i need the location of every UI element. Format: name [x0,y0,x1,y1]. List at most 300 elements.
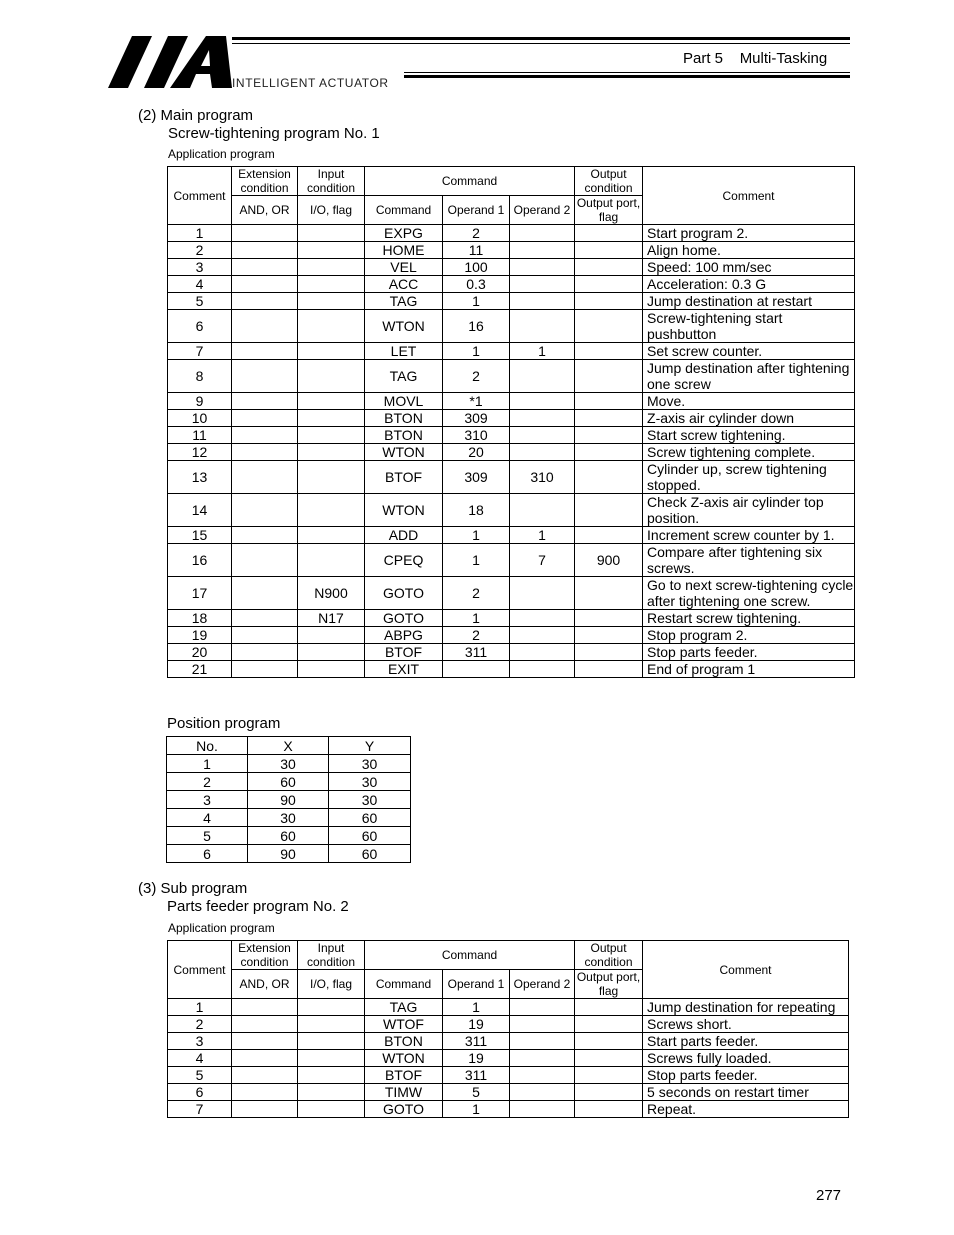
cell-output [575,444,643,461]
cell-operand-1: 311 [443,1067,510,1084]
header-comment-right: Comment [643,167,855,225]
cell-operand-1: 2 [443,360,510,393]
cell-comment: Compare after tightening six screws. [643,544,855,577]
cell-command: GOTO [365,577,443,610]
cell-operand-2 [510,276,575,293]
cell-operand-1: 1 [443,999,510,1016]
cell-step-no: 3 [168,1033,232,1050]
cell-step-no: 10 [168,410,232,427]
cell-input [298,242,365,259]
cell-command: WTON [365,444,443,461]
table-row [168,1050,849,1067]
cell-y: 30 [329,773,411,791]
cell-extension [232,360,298,393]
table-row [168,1084,849,1101]
cell-comment: Stop parts feeder. [643,644,855,661]
cell-extension [232,293,298,310]
cell-output [575,1016,643,1033]
table-row [168,276,855,293]
cell-comment: Cylinder up, screw tightening stopped. [643,461,855,494]
cell-command: BTOF [365,461,443,494]
cell-extension [232,276,298,293]
header-command-group: Command [365,167,575,196]
cell-step-no: 1 [168,999,232,1016]
table-row [168,310,855,343]
cell-comment: Stop parts feeder. [643,1067,849,1084]
cell-command: TAG [365,293,443,310]
cell-comment: Stop program 2. [643,627,855,644]
cell-operand-1 [443,661,510,678]
cell-operand-1: 309 [443,461,510,494]
cell-input [298,1067,365,1084]
cell-y: 60 [329,809,411,827]
cell-comment: Move. [643,393,855,410]
cell-extension [232,661,298,678]
position-caption: Position program [167,715,281,732]
cell-operand-2 [510,310,575,343]
cell-y: 60 [329,845,411,863]
cell-command: TAG [365,999,443,1016]
cell-comment: End of program 1 [643,661,855,678]
cell-operand-1: *1 [443,393,510,410]
cell-no: 4 [167,809,248,827]
cell-no: 3 [167,791,248,809]
header-command-group: Command [365,941,575,970]
table-row [168,610,855,627]
cell-operand-2: 7 [510,544,575,577]
cell-operand-2 [510,393,575,410]
cell-step-no: 2 [168,242,232,259]
cell-comment: 5 seconds on restart timer [643,1084,849,1101]
cell-output [575,527,643,544]
main-subheading: Screw-tightening program No. 1 [168,125,380,142]
cell-extension [232,242,298,259]
cell-step-no: 14 [168,494,232,527]
cell-comment: Check Z-axis air cylinder top position. [643,494,855,527]
header-output-port: Output port, flag [575,196,643,225]
cell-output [575,627,643,644]
cell-output: 900 [575,544,643,577]
cell-input [298,494,365,527]
header-io-flag: I/O, flag [298,196,365,225]
cell-command: ADD [365,527,443,544]
cell-x: 30 [248,809,329,827]
cell-command: WTON [365,1050,443,1067]
position-header-y: Y [329,737,411,755]
cell-comment: Screws fully loaded. [643,1050,849,1067]
cell-command: GOTO [365,1101,443,1118]
position-header-x: X [248,737,329,755]
header-io-flag: I/O, flag [298,970,365,999]
cell-x: 60 [248,827,329,845]
cell-step-no: 15 [168,527,232,544]
cell-comment: Set screw counter. [643,343,855,360]
cell-operand-1: 0.3 [443,276,510,293]
cell-output [575,461,643,494]
table-row [168,461,855,494]
cell-output [575,494,643,527]
cell-operand-2 [510,293,575,310]
cell-step-no: 8 [168,360,232,393]
table-row [168,661,855,678]
cell-output [575,1050,643,1067]
cell-operand-2 [510,627,575,644]
cell-operand-1: 1 [443,610,510,627]
cell-step-no: 7 [168,1101,232,1118]
cell-operand-1: 100 [443,259,510,276]
cell-output [575,1084,643,1101]
cell-output [575,225,643,242]
cell-output [575,242,643,259]
cell-y: 60 [329,827,411,845]
cell-step-no: 16 [168,544,232,577]
cell-step-no: 4 [168,276,232,293]
cell-comment: Start parts feeder. [643,1033,849,1050]
cell-command: ABPG [365,627,443,644]
header-operand-1: Operand 1 [443,196,510,225]
cell-command: BTOF [365,1067,443,1084]
cell-operand-2 [510,577,575,610]
cell-step-no: 19 [168,627,232,644]
cell-output [575,310,643,343]
table-row [168,360,855,393]
cell-operand-2 [510,610,575,627]
cell-step-no: 4 [168,1050,232,1067]
cell-operand-2 [510,1050,575,1067]
cell-comment: Speed: 100 mm/sec [643,259,855,276]
cell-operand-2 [510,225,575,242]
cell-input: N17 [298,610,365,627]
cell-operand-2 [510,259,575,276]
cell-operand-2 [510,360,575,393]
cell-operand-1: 1 [443,1101,510,1118]
table-row [167,809,411,827]
table-row [168,393,855,410]
cell-operand-2 [510,661,575,678]
cell-command: WTON [365,494,443,527]
cell-operand-1: 1 [443,527,510,544]
table-row [168,1016,849,1033]
header-rule-top [232,37,850,40]
cell-input [298,293,365,310]
cell-comment: Jump destination after tightening one screw [643,360,855,393]
cell-input [298,1050,365,1067]
cell-input [298,225,365,242]
header-operand-2: Operand 2 [510,970,575,999]
cell-command: HOME [365,242,443,259]
header-extension-condition: Extension condition [232,167,298,196]
cell-operand-2: 1 [510,343,575,360]
cell-comment: Jump destination for repeating [643,999,849,1016]
brand-text: INTELLIGENT ACTUATOR [232,76,389,90]
table-row [168,1101,849,1118]
cell-extension [232,627,298,644]
cell-step-no: 6 [168,310,232,343]
section-title: Part 5 Multi-Tasking [683,50,828,67]
cell-y: 30 [329,755,411,773]
cell-input [298,259,365,276]
cell-output [575,1033,643,1050]
cell-step-no: 17 [168,577,232,610]
cell-command: BTON [365,410,443,427]
table-row [167,827,411,845]
cell-extension [232,1050,298,1067]
position-table [166,736,411,863]
cell-no: 5 [167,827,248,845]
header-command: Command [365,196,443,225]
cell-step-no: 3 [168,259,232,276]
cell-operand-2 [510,494,575,527]
cell-extension [232,1033,298,1050]
cell-command: BTON [365,427,443,444]
cell-extension [232,393,298,410]
sub-heading: (3) Sub program [138,880,248,897]
cell-operand-1: 20 [443,444,510,461]
cell-operand-1: 1 [443,293,510,310]
cell-comment: Go to next screw-tightening cycle after tightening one screw. [643,577,855,610]
cell-command: ACC [365,276,443,293]
table-row [168,259,855,276]
header-input-condition: Input condition [298,167,365,196]
cell-step-no: 6 [168,1084,232,1101]
cell-input [298,310,365,343]
cell-output [575,1101,643,1118]
cell-operand-2 [510,1016,575,1033]
cell-operand-2 [510,1033,575,1050]
cell-input [298,410,365,427]
cell-comment: Start program 2. [643,225,855,242]
cell-command: LET [365,343,443,360]
cell-step-no: 9 [168,393,232,410]
cell-comment: Start screw tightening. [643,427,855,444]
cell-operand-2 [510,427,575,444]
cell-operand-2 [510,1067,575,1084]
cell-input [298,461,365,494]
cell-no: 6 [167,845,248,863]
cell-extension [232,410,298,427]
cell-command: CPEQ [365,544,443,577]
cell-input [298,544,365,577]
table-row [168,544,855,577]
cell-output [575,343,643,360]
header-and-or: AND, OR [232,970,298,999]
table-row [168,527,855,544]
cell-input [298,1101,365,1118]
cell-input [298,627,365,644]
cell-output [575,276,643,293]
cell-step-no: 20 [168,644,232,661]
header-output-condition: Output condition [575,167,643,196]
cell-extension [232,1084,298,1101]
cell-operand-1: 311 [443,644,510,661]
cell-input [298,1016,365,1033]
header-operand-1: Operand 1 [443,970,510,999]
table-row [168,444,855,461]
cell-output [575,577,643,610]
cell-operand-1: 16 [443,310,510,343]
cell-output [575,1067,643,1084]
header-command: Command [365,970,443,999]
cell-output [575,999,643,1016]
table-row [168,999,849,1016]
cell-command: VEL [365,259,443,276]
position-header-no: No. [167,737,248,755]
cell-comment: Align home. [643,242,855,259]
header-output-port: Output port, flag [575,970,643,999]
cell-operand-1: 2 [443,577,510,610]
main-heading: (2) Main program [138,107,254,124]
cell-operand-2: 1 [510,527,575,544]
cell-command: TIMW [365,1084,443,1101]
cell-operand-2 [510,1084,575,1101]
table-row [168,242,855,259]
cell-comment: Z-axis air cylinder down [643,410,855,427]
cell-output [575,427,643,444]
cell-step-no: 5 [168,1067,232,1084]
cell-input [298,1084,365,1101]
cell-output [575,661,643,678]
cell-operand-1: 310 [443,427,510,444]
cell-operand-2 [510,444,575,461]
table-row [167,773,411,791]
cell-output [575,610,643,627]
cell-operand-1: 1 [443,544,510,577]
cell-input [298,1033,365,1050]
table-row [168,577,855,610]
cell-extension [232,527,298,544]
header-comment-left: Comment [168,941,232,999]
header-comment-right: Comment [643,941,849,999]
cell-input: N900 [298,577,365,610]
cell-output [575,410,643,427]
cell-comment: Screw tightening complete. [643,444,855,461]
cell-input [298,360,365,393]
cell-operand-1: 311 [443,1033,510,1050]
cell-comment: Increment screw counter by 1. [643,527,855,544]
cell-step-no: 7 [168,343,232,360]
cell-input [298,276,365,293]
header-extension-condition: Extension condition [232,941,298,970]
sub-subheading: Parts feeder program No. 2 [167,898,349,915]
table-row [168,644,855,661]
cell-step-no: 2 [168,1016,232,1033]
cell-operand-1: 19 [443,1050,510,1067]
header-comment-left: Comment [168,167,232,225]
cell-extension [232,1067,298,1084]
cell-operand-2 [510,644,575,661]
cell-input [298,661,365,678]
cell-operand-1: 309 [443,410,510,427]
cell-operand-1: 11 [443,242,510,259]
cell-command: MOVL [365,393,443,410]
header-and-or: AND, OR [232,196,298,225]
cell-command: BTOF [365,644,443,661]
cell-input [298,427,365,444]
header-rule-low [404,72,850,73]
cell-extension [232,494,298,527]
cell-extension [232,343,298,360]
table-row [167,845,411,863]
table-row [168,1033,849,1050]
cell-command: EXPG [365,225,443,242]
cell-output [575,293,643,310]
cell-command: WTOF [365,1016,443,1033]
cell-step-no: 1 [168,225,232,242]
cell-extension [232,1101,298,1118]
cell-command: TAG [365,360,443,393]
cell-extension [232,259,298,276]
cell-output [575,360,643,393]
cell-x: 60 [248,773,329,791]
cell-comment: Acceleration: 0.3 G [643,276,855,293]
cell-extension [232,444,298,461]
table-row [168,427,855,444]
cell-extension [232,310,298,343]
iai-logo [108,36,233,88]
cell-output [575,644,643,661]
cell-x: 90 [248,791,329,809]
header-rule-bottom [404,75,850,78]
table-row [168,293,855,310]
table-row [168,343,855,360]
cell-step-no: 13 [168,461,232,494]
sub-table-caption: Application program [168,921,275,935]
cell-comment: Screws short. [643,1016,849,1033]
cell-x: 30 [248,755,329,773]
cell-operand-1: 5 [443,1084,510,1101]
cell-extension [232,427,298,444]
cell-command: EXIT [365,661,443,678]
cell-operand-1: 1 [443,343,510,360]
cell-command: GOTO [365,610,443,627]
cell-extension [232,577,298,610]
cell-step-no: 5 [168,293,232,310]
cell-command: BTON [365,1033,443,1050]
main-table-caption: Application program [168,147,275,161]
cell-step-no: 12 [168,444,232,461]
cell-extension [232,544,298,577]
cell-input [298,644,365,661]
header-operand-2: Operand 2 [510,196,575,225]
page-number: 277 [816,1187,842,1204]
cell-input [298,393,365,410]
cell-no: 2 [167,773,248,791]
cell-command: WTON [365,310,443,343]
cell-extension [232,644,298,661]
cell-input [298,343,365,360]
cell-operand-2: 310 [510,461,575,494]
cell-operand-2 [510,242,575,259]
cell-operand-2 [510,999,575,1016]
header-input-condition: Input condition [298,941,365,970]
cell-input [298,999,365,1016]
cell-y: 30 [329,791,411,809]
table-row [167,755,411,773]
cell-step-no: 11 [168,427,232,444]
cell-step-no: 18 [168,610,232,627]
table-row [167,791,411,809]
cell-input [298,444,365,461]
header-rule-mid [232,43,850,44]
cell-operand-1: 2 [443,627,510,644]
cell-extension [232,610,298,627]
main-program-table [167,166,855,678]
cell-operand-1: 18 [443,494,510,527]
cell-extension [232,225,298,242]
cell-no: 1 [167,755,248,773]
cell-comment: Screw-tightening start pushbutton [643,310,855,343]
cell-extension [232,1016,298,1033]
